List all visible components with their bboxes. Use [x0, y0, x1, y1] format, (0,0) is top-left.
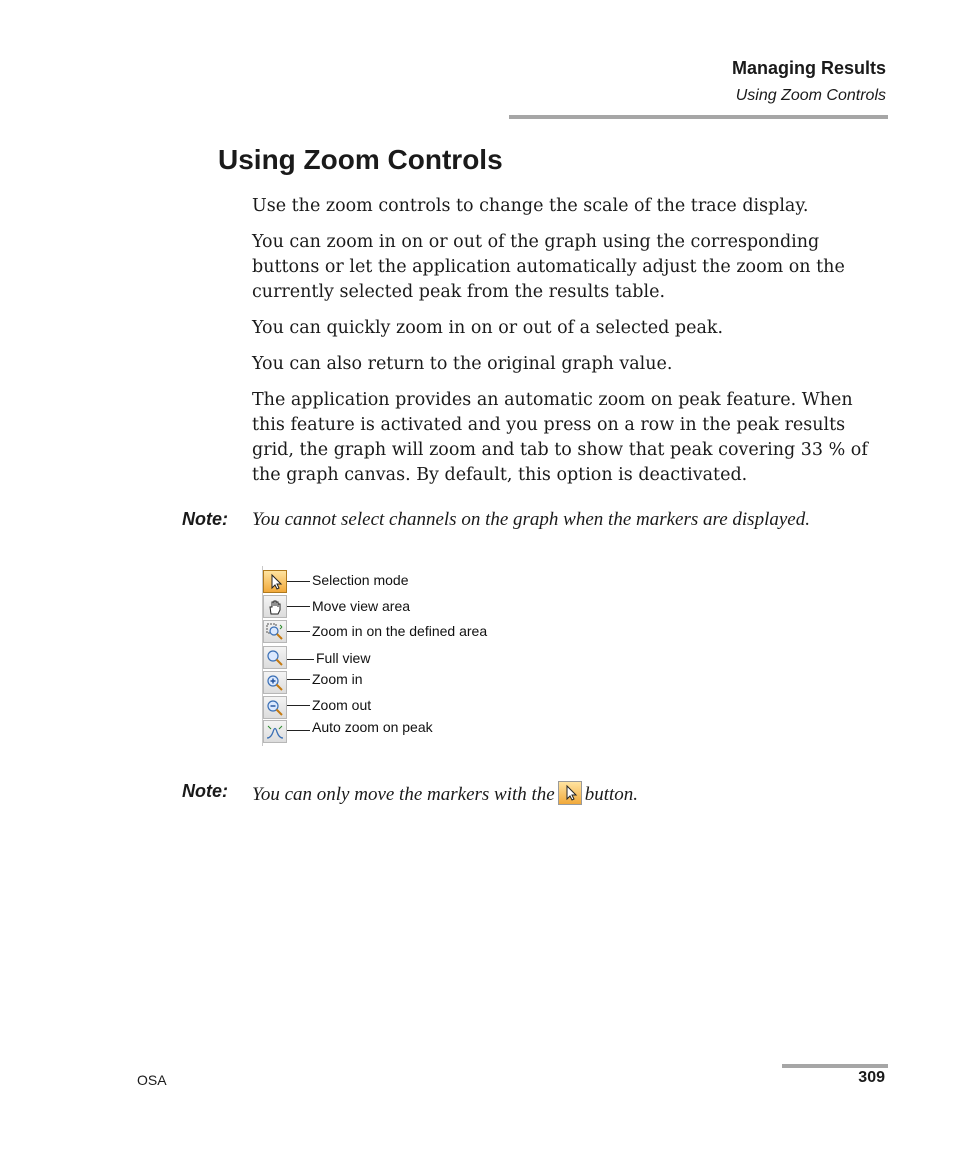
- note-text-after: button.: [584, 784, 639, 805]
- header-section-title: Managing Results: [731, 58, 886, 78]
- tool-label: Auto zoom on peak: [312, 719, 433, 735]
- zoom-area-button[interactable]: [263, 620, 287, 643]
- leader-line: [287, 730, 310, 731]
- leader-line: [287, 659, 314, 660]
- note-label: Note:: [182, 781, 228, 801]
- leader-line: [287, 581, 310, 582]
- full-view-icon: [266, 649, 284, 667]
- leader-line: [287, 631, 310, 632]
- zoom-in-button[interactable]: [263, 671, 287, 694]
- arrow-cursor-icon: [561, 784, 579, 802]
- header-rule: [509, 115, 888, 119]
- tool-label: Zoom out: [312, 697, 372, 713]
- footer-rule: [782, 1064, 888, 1068]
- tool-label: Selection mode: [312, 572, 409, 588]
- selection-mode-button[interactable]: [263, 570, 287, 593]
- hand-icon: [266, 598, 284, 616]
- paragraph: You can quickly zoom in on or out of a selected peak.: [252, 318, 724, 338]
- paragraph: You can also return to the original graph value.: [252, 354, 673, 374]
- tool-label: Zoom in: [312, 671, 363, 687]
- arrow-cursor-icon: [266, 573, 284, 591]
- leader-line: [287, 606, 310, 607]
- header-subsection-title: Using Zoom Controls: [735, 87, 886, 104]
- inline-selection-mode-button: [558, 781, 582, 805]
- paragraph: The application provides an automatic zoom on peak feature. When this feature is activated and you press on a row in the peak results grid, the graph will zoom and tab to show that peak covering 33 % of the graph canvas. By default, this option is deactivated.: [252, 390, 868, 485]
- full-view-button[interactable]: [263, 646, 287, 669]
- paragraph: You can zoom in on or out of the graph using the corresponding buttons or let the application automatically adjust the zoom on the currently selected peak from the results table.: [252, 232, 845, 302]
- tool-label: Full view: [316, 650, 371, 666]
- auto-zoom-peak-button[interactable]: [263, 720, 287, 743]
- body-text: [252, 194, 887, 499]
- zoom-toolbar-figure: [0, 560, 954, 750]
- auto-zoom-peak-icon: [266, 723, 284, 741]
- zoom-area-icon: [266, 623, 284, 641]
- note-label: Note:: [182, 509, 228, 529]
- note-text-before: You can only move the markers with the: [252, 784, 555, 805]
- paragraph: Use the zoom controls to change the scale of the trace display.: [252, 196, 809, 216]
- zoom-out-button[interactable]: [263, 696, 287, 719]
- footer-product: OSA: [137, 1072, 167, 1088]
- note-text: You cannot select channels on the graph when the markers are displayed.: [252, 509, 810, 530]
- move-view-area-button[interactable]: [263, 595, 287, 618]
- tool-label: Move view area: [312, 598, 411, 614]
- leader-line: [287, 705, 310, 706]
- tool-label: Zoom in on the defined area: [312, 623, 488, 639]
- zoom-out-icon: [266, 699, 284, 717]
- page-number: 309: [858, 1069, 885, 1086]
- page-title: Using Zoom Controls: [218, 144, 503, 175]
- zoom-in-icon: [266, 674, 284, 692]
- note-text: [252, 781, 638, 806]
- leader-line: [287, 679, 310, 680]
